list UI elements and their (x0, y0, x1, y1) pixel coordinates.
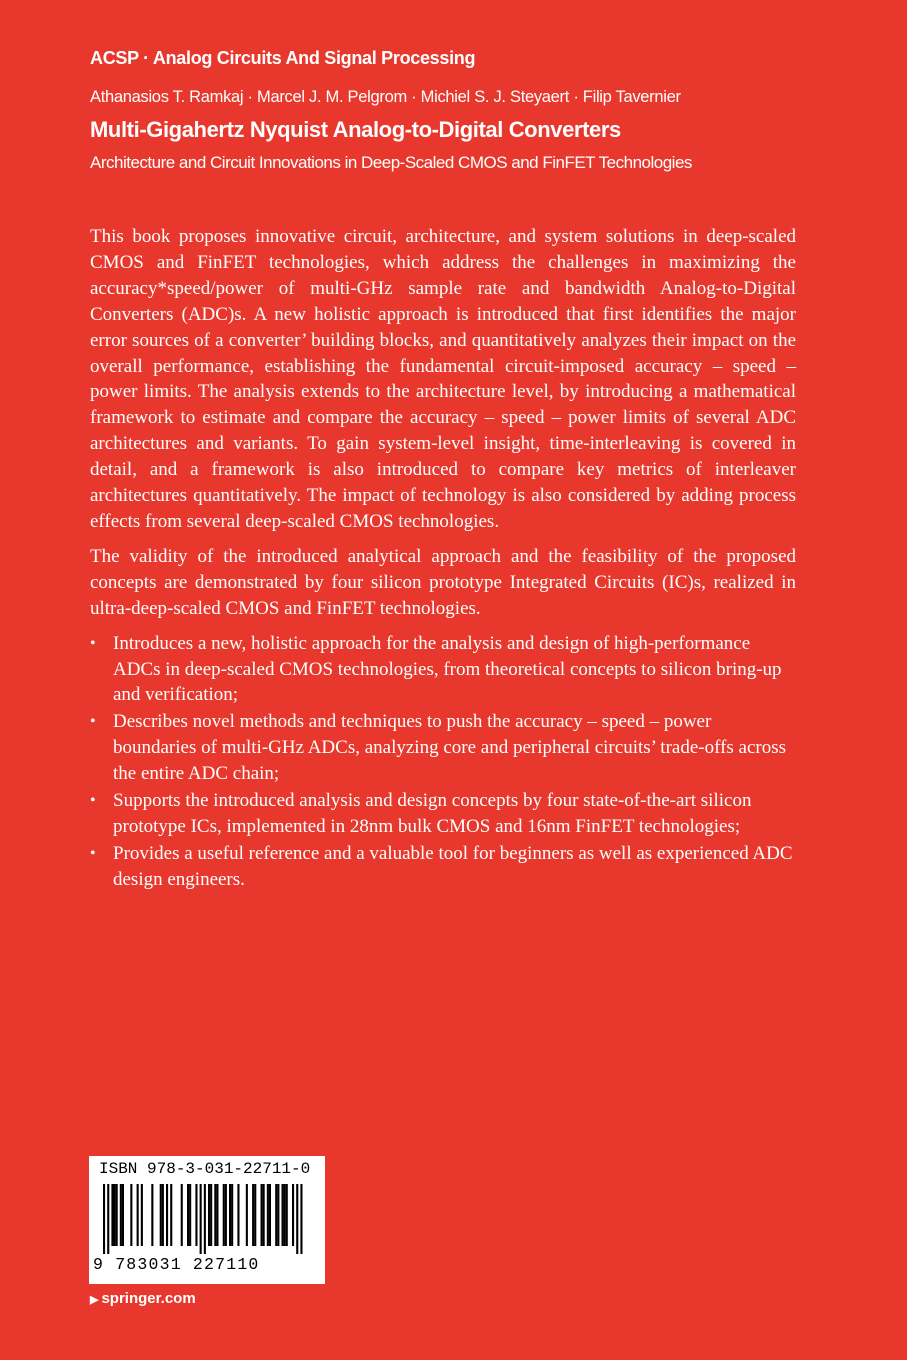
barcode-bar (103, 1184, 105, 1254)
description (90, 224, 796, 894)
barcode-bar (111, 1184, 113, 1246)
barcode-digits: 9 783031 227110 (93, 1255, 260, 1274)
authors: Athanasios T. Ramkaj · Marcel J. M. Pelgrom · Michiel S. J. Steyaert · Filip Tavernier (90, 88, 681, 106)
barcode-bar (137, 1184, 139, 1246)
barcode-bar (296, 1184, 298, 1254)
barcode-bar (267, 1184, 269, 1246)
barcode-bar (275, 1184, 277, 1246)
publisher-link[interactable] (90, 1290, 196, 1307)
barcode-bar (252, 1184, 254, 1246)
barcode-bar (170, 1184, 172, 1246)
series-name: ACSP · Analog Circuits And Signal Processing (90, 48, 476, 68)
feature-bullet: • Supports the introduced analysis and design concepts by four state-of-the-art silicon prototype ICs, implemented in 28nm bulk CMOS and 16nm FinFET technologies; (90, 788, 796, 840)
barcode-bar (237, 1184, 239, 1246)
barcode-bar (269, 1184, 271, 1246)
feature-bullet: • Provides a useful reference and a valuable tool for beginners as well as experienced ADC design engineers. (90, 841, 796, 893)
barcode-bar (229, 1184, 231, 1246)
arrow-right-icon: ▶ (90, 1294, 99, 1306)
barcode-bar (223, 1184, 225, 1246)
barcode-bar (225, 1184, 227, 1246)
barcode-bar (261, 1184, 263, 1246)
barcode-bar (166, 1184, 168, 1246)
isbn-barcode (89, 1156, 325, 1284)
barcode-bar (160, 1184, 162, 1246)
feature-list (90, 631, 796, 893)
barcode-bar (216, 1184, 218, 1246)
feature-bullet: • Describes novel methods and techniques to push the accuracy – speed – power boundaries of multi-GHz ADCs, analyzing core and peripheral circuits’ trade-offs across the entire ADC chain; (90, 709, 796, 787)
barcode-bar (181, 1184, 183, 1246)
feature-bullet: • Introduces a new, holistic approach for the analysis and design of high-performance ADCs in deep-scaled CMOS technologies, from theoretical concepts to silicon bring-up and verification; (90, 631, 796, 709)
barcode-bar (107, 1184, 109, 1254)
barcode-bar (254, 1184, 256, 1246)
barcode-bar (284, 1184, 286, 1246)
barcode-bar (200, 1184, 202, 1254)
description-paragraph: The validity of the introduced analytical approach and the feasibility of the proposed concepts are demonstrated by four silicon prototype Integrated Circuits (IC)s, realized in ultra-deep-scaled CMOS and FinFET technologies. (90, 545, 796, 619)
barcode-bar (204, 1184, 206, 1254)
barcode-bar (214, 1184, 216, 1246)
barcode-bar (195, 1184, 197, 1246)
publisher-link-text: springer.com (101, 1290, 196, 1307)
barcode-bar (130, 1184, 132, 1246)
book-title: Multi-Gigahertz Nyquist Analog-to-Digital Converters (90, 117, 621, 142)
barcode-bar (231, 1184, 233, 1246)
barcode-bar (292, 1184, 294, 1246)
barcode-bar (162, 1184, 164, 1246)
barcode-bar (141, 1184, 143, 1246)
barcode-bar (210, 1184, 212, 1246)
barcode-bar (263, 1184, 265, 1246)
barcode-bar (114, 1184, 116, 1246)
description-paragraph: This book proposes innovative circuit, architecture, and system solutions in deep-scaled CMOS and FinFET technologies, which address the challenges in maximizing the accuracy*speed/power of multi-GHz sample rate and bandwidth Analog-to-Digital Converters (ADC)s. A new holistic approach is introduced that first identifies the major error sources of a converter’ building blocks, and quantitatively analyzes their impact on the overall performance, establishing the fundamental circuit-imposed accuracy – speed – power limits. The analysis extends to the architecture level, by introducing a mathematical framework to estimate and compare the accuracy – speed – power limits of several ADC architectures and variants. To gain system-level insight, time-interleaving is covered in detail, and a framework is also introduced to compare key metrics of interleaver architectures quantitatively. The impact of technology is also considered by adding process effects from several deep-scaled CMOS technologies. (90, 226, 796, 532)
barcode-bar (246, 1184, 248, 1246)
barcode-bar (116, 1184, 118, 1246)
barcode-bar (277, 1184, 279, 1246)
barcode-bar (189, 1184, 191, 1246)
barcode-bar (300, 1184, 302, 1254)
barcode-bar (151, 1184, 153, 1246)
isbn-label: ISBN 978-3-031-22711-0 (99, 1160, 311, 1178)
barcode-bar (122, 1184, 124, 1246)
barcode-bar (282, 1184, 284, 1246)
book-subtitle: Architecture and Circuit Innovations in Deep-Scaled CMOS and FinFET Technologies (90, 153, 692, 172)
barcode-bar (187, 1184, 189, 1246)
barcode-bars (103, 1184, 313, 1254)
barcode-bar (286, 1184, 288, 1246)
barcode-bar (208, 1184, 210, 1246)
barcode-bar (120, 1184, 122, 1246)
